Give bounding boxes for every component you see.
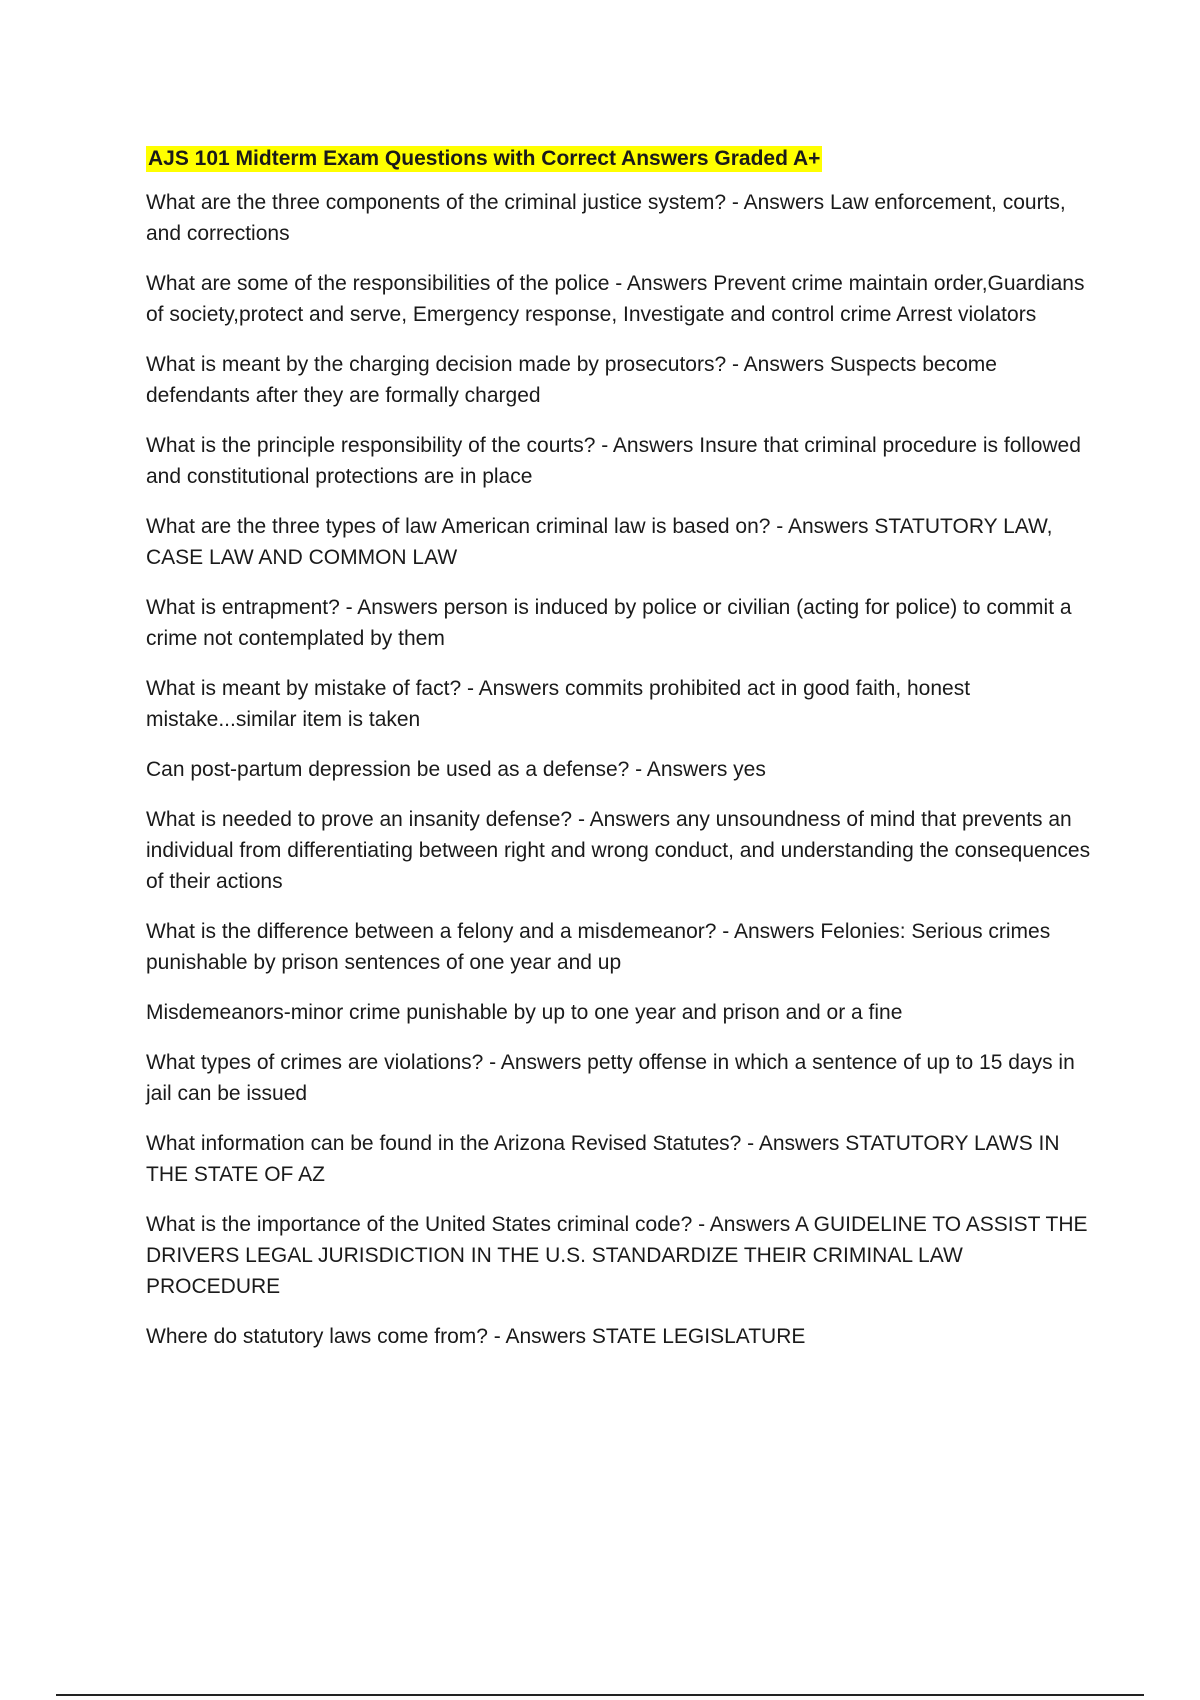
qa-entry: What are some of the responsibilities of the police - Answers Prevent crime maintain order,Guardians of society,protect and serve, Emergency response, Investigate and control crime Arrest violators	[146, 272, 1085, 326]
qa-entry: What is entrapment? - Answers person is induced by police or civilian (acting for police) to commit a crime not contemplated by them	[146, 596, 1072, 650]
qa-entry: What is needed to prove an insanity defense? - Answers any unsoundness of mind that prevents an individual from differentiating between right and wrong conduct, and understanding the consequences of their actions	[146, 808, 1091, 893]
document-body	[146, 146, 1096, 1371]
qa-entry: What information can be found in the Arizona Revised Statutes? - Answers STATUTORY LAWS IN THE STATE OF AZ	[146, 1132, 1060, 1186]
qa-entry: What is the importance of the United States criminal code? - Answers A GUIDELINE TO ASSIST THE DRIVERS LEGAL JURISDICTION IN THE U.S. STANDARDIZE THEIR CRIMINAL LAW PROCEDURE	[146, 1213, 1088, 1298]
qa-entry: What are the three types of law American criminal law is based on? - Answers STATUTORY LAW, CASE LAW AND COMMON LAW	[146, 515, 1053, 569]
qa-list	[146, 187, 1096, 1352]
qa-entry: What is meant by mistake of fact? - Answers commits prohibited act in good faith, honest mistake...similar item is taken	[146, 677, 971, 731]
document-title: AJS 101 Midterm Exam Questions with Correct Answers Graded A+	[148, 147, 821, 170]
qa-entry: What types of crimes are violations? - Answers petty offense in which a sentence of up to 15 days in jail can be issued	[146, 1051, 1075, 1105]
qa-entry: What are the three components of the criminal justice system? - Answers Law enforcement, courts, and corrections	[146, 191, 1066, 245]
qa-entry: What is the principle responsibility of the courts? - Answers Insure that criminal procedure is followed and constitutional protections are in place	[146, 434, 1081, 488]
qa-entry: Can post-partum depression be used as a defense? - Answers yes	[146, 758, 766, 781]
qa-entry: What is the difference between a felony and a misdemeanor? - Answers Felonies: Serious crimes punishable by prison sentences of one year and up	[146, 920, 1051, 974]
qa-entry: Misdemeanors-minor crime punishable by up to one year and prison and or a fine	[146, 1001, 903, 1024]
qa-entry: Where do statutory laws come from? - Answers STATE LEGISLATURE	[146, 1325, 806, 1348]
footer-divider	[56, 1694, 1144, 1696]
qa-entry: What is meant by the charging decision made by prosecutors? - Answers Suspects become defendants after they are formally charged	[146, 353, 997, 407]
